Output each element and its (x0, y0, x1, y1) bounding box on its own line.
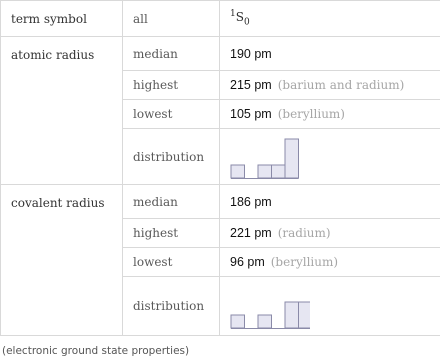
covalent-radius-histogram (230, 283, 310, 329)
covalent-radius-highest-note: (radium) (277, 226, 331, 240)
covalent-radius-highest-label: highest (123, 219, 220, 248)
term-symbol-label: term symbol (1, 1, 123, 37)
covalent-radius-distribution-label: distribution (123, 277, 220, 336)
term-symbol-letter: S (235, 10, 244, 25)
atomic-radius-highest-note: (barium and radium) (277, 78, 405, 92)
covalent-radius-median-label: median (123, 185, 220, 219)
term-symbol-superscript: 1 (230, 9, 236, 20)
atomic-radius-histogram-bar (231, 165, 245, 178)
covalent-radius-histogram-bar (231, 315, 245, 328)
atomic-radius-distribution-cell (220, 129, 440, 185)
atomic-radius-lowest-value: 105 pm (230, 107, 272, 121)
footnote: (electronic ground state properties) (2, 345, 190, 357)
covalent-radius-median-value: 186 pm (230, 194, 272, 209)
atomic-radius-histogram-bar (285, 139, 299, 178)
covalent-radius-lowest-note: (beryllium) (270, 255, 339, 269)
covalent-radius-median-cell (220, 185, 440, 219)
atomic-radius-histogram-bar (272, 165, 286, 178)
atomic-radius-lowest-cell (220, 100, 440, 129)
term-symbol-row (1, 1, 440, 37)
covalent-radius-distribution-cell (220, 277, 440, 336)
atomic-radius-label: atomic radius (1, 37, 123, 185)
covalent-radius-label: covalent radius (1, 185, 123, 336)
atomic-radius-median-label: median (123, 37, 220, 71)
covalent-radius-highest-value: 221 pm (230, 226, 272, 240)
atomic-radius-lowest-note: (beryllium) (277, 107, 345, 121)
atomic-radius-lowest-label: lowest (123, 100, 220, 129)
atomic-radius-highest-value: 215 pm (230, 78, 272, 92)
atomic-radius-histogram (230, 135, 310, 179)
covalent-radius-lowest-label: lowest (123, 248, 220, 277)
covalent-radius-histogram-bar (258, 315, 272, 328)
covalent-radius-lowest-cell (220, 248, 440, 277)
atomic-radius-histogram-bar (258, 165, 272, 178)
atomic-radius-median-row (1, 37, 440, 71)
covalent-radius-lowest-value: 96 pm (230, 255, 265, 269)
atomic-radius-median-value: 190 pm (230, 46, 272, 61)
covalent-radius-highest-cell (220, 219, 440, 248)
atomic-radius-highest-label: highest (123, 71, 220, 100)
term-symbol-value (220, 1, 440, 37)
term-symbol-subscript: 0 (243, 17, 250, 28)
covalent-radius-median-row (1, 185, 440, 219)
atomic-radius-highest-cell (220, 71, 440, 100)
atomic-radius-distribution-label: distribution (123, 129, 220, 185)
covalent-radius-histogram-bar (285, 302, 299, 328)
atomic-radius-median-cell (220, 37, 440, 71)
term-symbol-qualifier: all (123, 1, 220, 37)
covalent-radius-histogram-bar (299, 302, 311, 328)
